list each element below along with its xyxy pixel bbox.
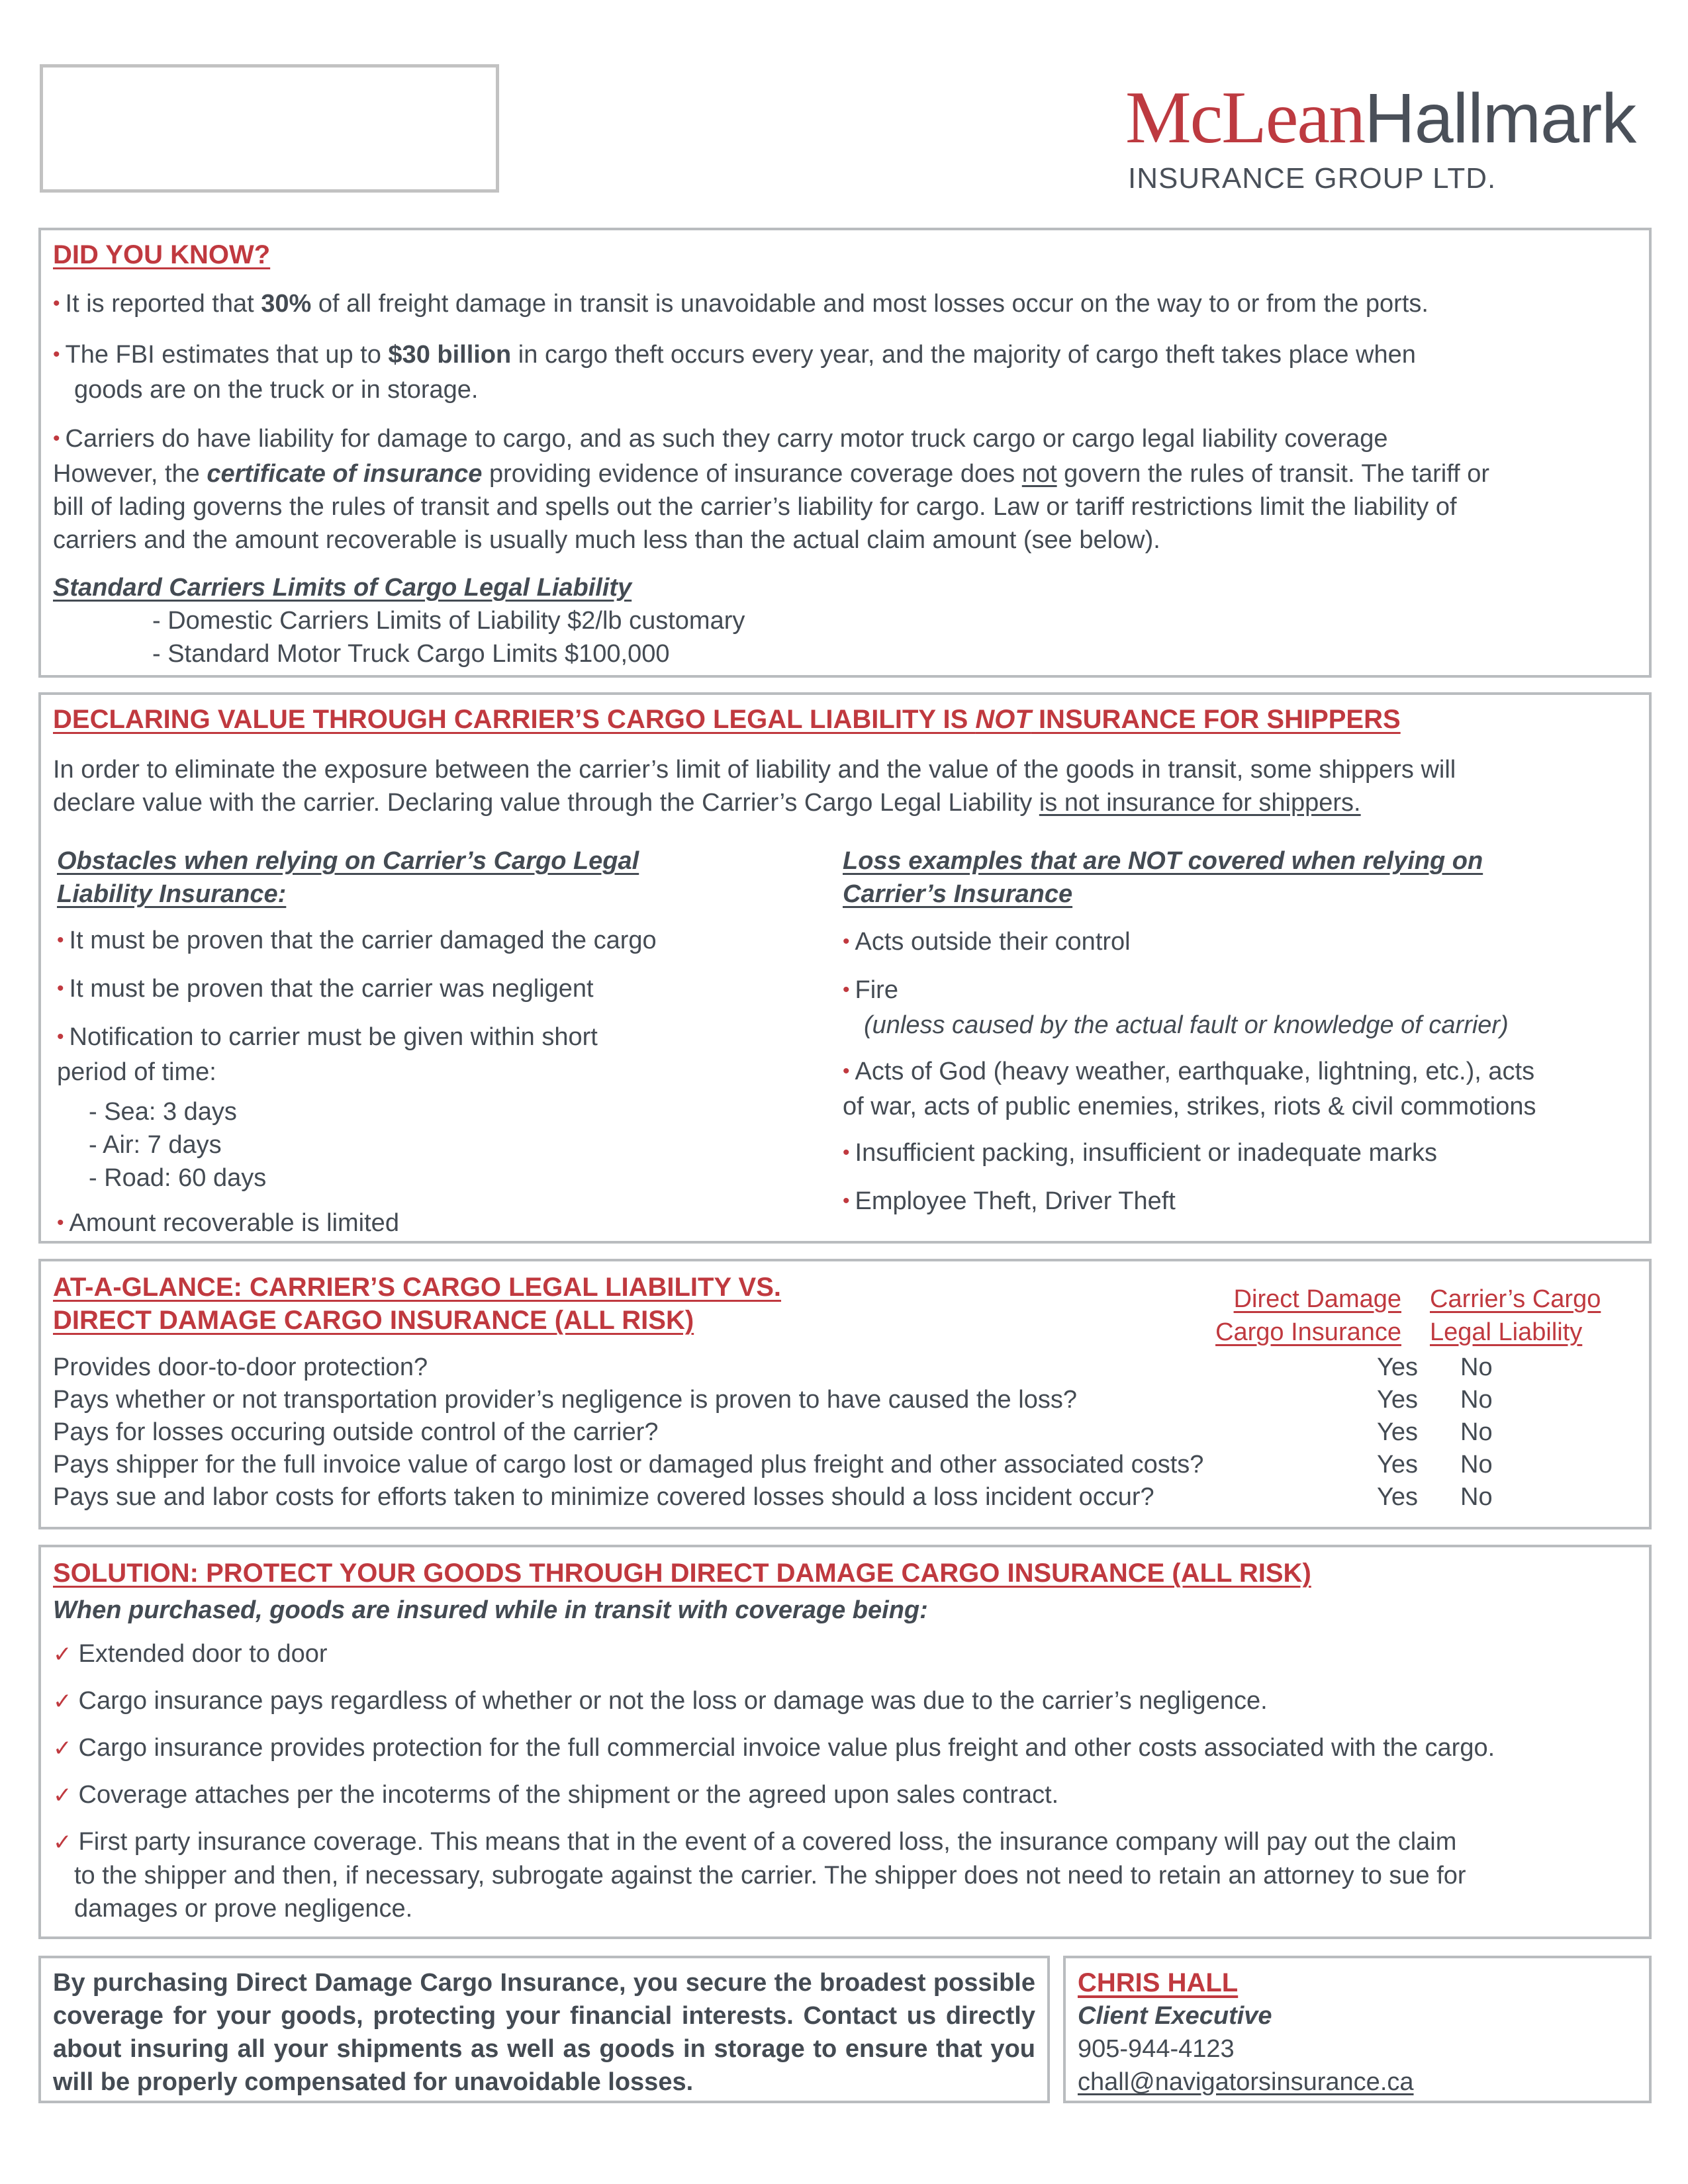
loss-examples-heading: Carrier’s Insurance [843,880,1073,908]
loss-item: • Employee Theft, Driver Theft [843,1187,1176,1215]
obstacle-item: • Notification to carrier must be given within short [57,1023,598,1051]
comparison-table [53,1351,1637,1514]
solution-item: ✓ First party insurance coverage. This means that in the event of a covered loss, the insurance company will pay out the claim [53,1828,1457,1856]
table-cell-question: Provides door-to-door protection? [53,1353,428,1381]
contact-phone[interactable]: 905-944-4123 [1078,2035,1235,2063]
at-a-glance-section [38,1259,1652,1529]
bullet-icon: • [53,428,60,449]
checkmark-icon: ✓ [53,1642,72,1667]
logo-subtitle: INSURANCE GROUP LTD. [1128,162,1497,195]
notice-period: - Air: 7 days [89,1131,222,1159]
checkmark-icon: ✓ [53,1689,72,1714]
declaring-value-section [38,692,1652,1244]
contact-title: Client Executive [1078,2002,1272,2030]
loss-examples-column [843,844,1637,1220]
fact-item: • The FBI estimates that up to $30 billion in cargo theft occurs every year, and the majority of cargo theft takes place when [53,341,1416,369]
table-cell-direct: Yes [1377,1483,1418,1511]
closing-statement-box [38,1956,1050,2103]
solution-heading: SOLUTION: PROTECT YOUR GOODS THROUGH DIRECT DAMAGE CARGO INSURANCE (ALL RISK) [53,1559,1311,1588]
table-cell-question: Pays sue and labor costs for efforts taken to minimize covered losses should a loss incident occur? [53,1483,1154,1511]
table-cell-question: Pays shipper for the full invoice value of cargo lost or damaged plus freight and other associated costs? [53,1451,1204,1479]
contact-card [1063,1956,1652,2103]
solution-item: ✓ Cargo insurance provides protection for the full commercial invoice value plus freight and other costs associated with the cargo. [53,1734,1495,1762]
bullet-icon: • [53,293,60,314]
fact-item-continuation: goods are on the truck or in storage. [74,376,479,404]
contact-email-link[interactable]: chall@navigatorsinsurance.ca [1078,2068,1414,2096]
column-header-carrier-liability: Carrier’s Cargo Legal Liability [1430,1285,1601,1346]
table-cell-direct: Yes [1377,1451,1418,1479]
bullet-icon: • [57,929,64,951]
obstacle-item: • Amount recoverable is limited [57,1209,399,1237]
solution-item-continuation: damages or prove negligence. [74,1895,413,1923]
at-a-glance-heading: AT-A-GLANCE: CARRIER’S CARGO LEGAL LIABILITY VS. [53,1273,782,1302]
company-logo [1125,78,1655,195]
table-cell-direct: Yes [1377,1418,1418,1446]
obstacle-item: • It must be proven that the carrier damaged the cargo [57,927,657,954]
solution-subtitle: When purchased, goods are insured while in transit with coverage being: [53,1596,928,1624]
obstacle-item: • It must be proven that the carrier was negligent [57,975,594,1003]
solution-section [38,1545,1652,1939]
table-cell-question: Pays whether or not transportation provider’s negligence is proven to have caused the loss? [53,1386,1077,1414]
did-you-know-section [38,228,1652,678]
loss-item-continuation: of war, acts of public enemies, strikes, riots & civil commotions [843,1093,1536,1120]
loss-item: • Acts outside their control [843,928,1131,956]
obstacles-column [57,844,798,1242]
fact-item-continuation: However, the certificate of insurance providing evidence of insurance coverage does not govern the rules of transit. The tariff or [53,460,1489,488]
bullet-icon: • [843,931,850,952]
solution-item: ✓ Coverage attaches per the incoterms of the shipment or the agreed upon sales contract. [53,1781,1059,1809]
table-cell-carrier: No [1460,1386,1493,1414]
loss-item-note: (unless caused by the actual fault or knowledge of carrier) [864,1011,1509,1039]
table-row [53,1481,1637,1514]
loss-item: • Acts of God (heavy weather, earthquake, lightning, etc.), acts [843,1058,1535,1085]
checkmark-icon: ✓ [53,1736,72,1761]
table-cell-direct: Yes [1377,1386,1418,1414]
solution-item-continuation: to the shipper and then, if necessary, subrogate against the carrier. The shipper does not need to retain an attorney to sue for [74,1862,1466,1889]
obstacle-item-continuation: period of time: [57,1058,216,1086]
loss-item: • Fire [843,976,898,1004]
notice-period: - Sea: 3 days [89,1098,237,1126]
bullet-icon: • [843,1190,850,1212]
table-cell-carrier: No [1460,1418,1493,1446]
logo-hallmark-text: Hallmark [1364,79,1636,158]
logo-placeholder-box [40,64,499,193]
fact-item-continuation: carriers and the amount recoverable is usually much less than the actual claim amount (see below). [53,526,1160,554]
logo-mclean-text: McLean [1125,77,1365,159]
solution-item: ✓ Extended door to door [53,1640,328,1668]
fact-item: • It is reported that 30% of all freight damage in transit is unavoidable and most losses occur on the way to or from the ports. [53,290,1429,318]
at-a-glance-heading: DIRECT DAMAGE CARGO INSURANCE (ALL RISK) [53,1306,694,1335]
notice-period: - Road: 60 days [89,1164,267,1192]
bullet-icon: • [57,1026,64,1048]
contact-name: CHRIS HALL [1078,1968,1239,1997]
limits-subheading: Standard Carriers Limits of Cargo Legal Liability [53,574,632,602]
table-cell-carrier: No [1460,1483,1493,1511]
fact-item-continuation: bill of lading governs the rules of transit and spells out the carrier’s liability for cargo. Law or tariff restrictions limit the liability of [53,493,1457,521]
declaring-value-heading: DECLARING VALUE THROUGH CARRIER’S CARGO LEGAL LIABILITY IS NOT INSURANCE FOR SHIPPERS [53,705,1401,734]
table-row [53,1416,1637,1449]
table-cell-question: Pays for losses occuring outside control of the carrier? [53,1418,659,1446]
table-row [53,1384,1637,1416]
loss-item: • Insufficient packing, insufficient or inadequate marks [843,1139,1437,1167]
limit-item: - Domestic Carriers Limits of Liability $2/lb customary [152,607,745,635]
solution-item: ✓ Cargo insurance pays regardless of whether or not the loss or damage was due to the carrier’s negligence. [53,1687,1268,1715]
table-cell-direct: Yes [1377,1353,1418,1381]
table-row [53,1449,1637,1481]
limit-item: - Standard Motor Truck Cargo Limits $100,000 [152,640,670,668]
did-you-know-heading: DID YOU KNOW? [53,240,271,269]
bullet-icon: • [843,1060,850,1082]
intro-text: In order to eliminate the exposure between the carrier’s limit of liability and the value of the goods in transit, some shippers will [53,756,1456,784]
checkmark-icon: ✓ [53,1783,72,1808]
bullet-icon: • [57,1212,64,1234]
bullet-icon: • [57,978,64,999]
fact-item: • Carriers do have liability for damage to cargo, and as such they carry motor truck cargo or cargo legal liability coverage [53,425,1388,453]
table-cell-carrier: No [1460,1353,1493,1381]
obstacles-heading: Obstacles when relying on Carrier’s Cargo Legal [57,847,639,875]
table-cell-carrier: No [1460,1451,1493,1479]
obstacles-heading: Liability Insurance: [57,880,287,908]
bullet-icon: • [53,343,60,365]
loss-examples-heading: Loss examples that are NOT covered when relying on [843,847,1483,875]
bullet-icon: • [843,979,850,1001]
table-row [53,1351,1637,1384]
bullet-icon: • [843,1142,850,1163]
checkmark-icon: ✓ [53,1830,72,1855]
intro-text: declare value with the carrier. Declaring value through the Carrier’s Cargo Legal Liability is not insurance for shippers. [53,789,1361,817]
column-header-direct-damage: Direct Damage Cargo Insurance [1215,1285,1401,1346]
closing-statement: By purchasing Direct Damage Cargo Insurance, you secure the broadest possible coverage for your goods, protecting your financial interests. Contact us directly about insuring all your shipments as well as goods in storage to ensure that you will be properly compensated for unavoidable losses. [53,1969,1035,2096]
